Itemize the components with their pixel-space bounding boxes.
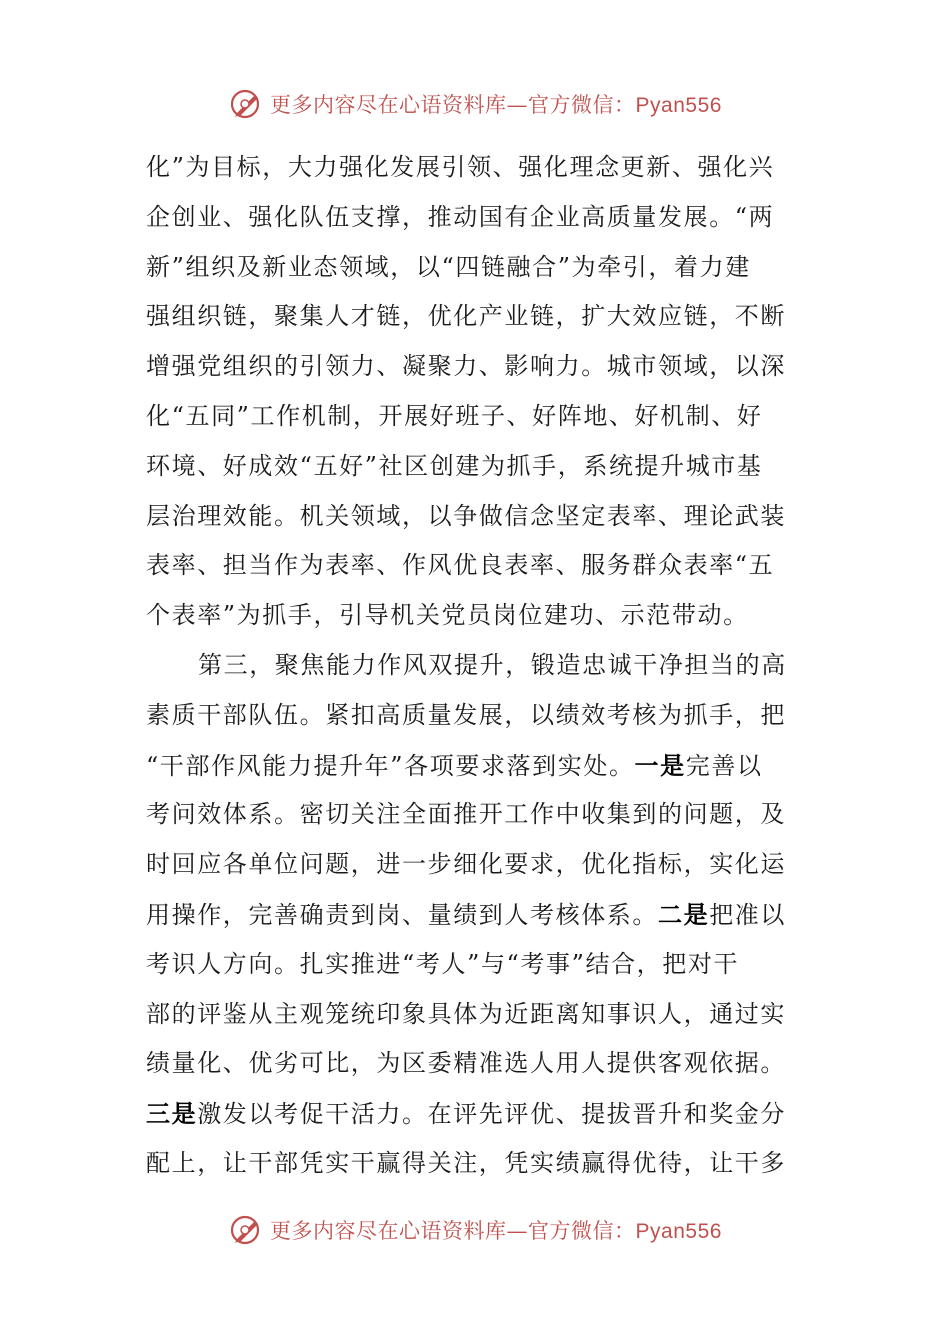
line-text: 考问效体系。密切关注全面推开工作中收集到的问题，及 [146, 800, 786, 829]
text-line [146, 940, 786, 990]
line-text: 素质干部队伍。紧扣高质量发展，以绩效考核为抓手，把 [146, 700, 786, 729]
line-text: 绩量化、优劣可比，为区委精准选人用人提供客观依据。 [146, 1049, 786, 1078]
emphasis-text: 三是 [146, 1099, 198, 1129]
line-text: 表率、担当作为表率、作风优良表率、服务群众表率“五 [146, 551, 775, 580]
footer-dash: — [506, 1219, 529, 1243]
text-line [146, 641, 786, 691]
text-line [146, 392, 786, 442]
header-brand: 更多内容尽在心语资料库 [270, 93, 507, 117]
text-line [146, 143, 786, 193]
line-text: 环境、好成效“五好”社区创建为抓手，系统提升城市基 [146, 451, 763, 480]
text-line [146, 741, 786, 791]
text-line [146, 790, 786, 840]
line-text: 把准以 [709, 900, 787, 929]
footer-banner [0, 1210, 950, 1250]
line-text: 层治理效能。机关领域，以争做信念坚定表率、理论武装 [146, 501, 786, 530]
text-line [146, 342, 786, 392]
line-text: 第三，聚焦能力作风双提升，锻造忠诚干净担当的高 [198, 650, 787, 679]
line-text: 强组织链，聚集人才链，优化产业链，扩大效应链，不断 [146, 302, 786, 331]
text-line [146, 193, 786, 243]
footer-contact-label: 官方微信： [528, 1219, 636, 1243]
emphasis-text: 一是 [634, 750, 686, 780]
text-line [146, 541, 786, 591]
line-text: 新”组织及新业态领域，以“四链融合”为牵引，着力建 [146, 252, 751, 281]
line-text: “干部作风能力提升年”各项要求落到实处。 [146, 751, 635, 780]
line-text: 增强党组织的引领力、凝聚力、影响力。城市领域，以深 [146, 352, 786, 381]
footer-text [270, 1215, 722, 1245]
text-line [146, 1089, 786, 1139]
line-text: 化“五同”工作机制，开展好班子、好阵地、好机制、好 [146, 401, 763, 430]
text-line [146, 591, 786, 641]
text-line [146, 442, 786, 492]
text-line [146, 990, 786, 1040]
text-line [146, 691, 786, 741]
text-line [146, 292, 786, 342]
header-contact-label: 官方微信： [528, 93, 636, 117]
emphasis-text: 二是 [658, 899, 710, 929]
line-text: 配上，让干部凭实干赢得关注，凭实绩赢得优待，让干多 [146, 1148, 786, 1177]
pen-logo-icon [228, 86, 264, 122]
header-contact-id: Pyan556 [635, 94, 722, 117]
text-line [146, 243, 786, 293]
text-line [146, 840, 786, 890]
line-text: 用操作，完善确责到岗、量绩到人考核体系。 [146, 900, 658, 929]
header-dash: — [506, 93, 529, 117]
line-text: 部的评鉴从主观笼统印象具体为近距离知事识人，通过实 [146, 999, 786, 1028]
pen-logo-icon [228, 1212, 264, 1248]
line-text: 时回应各单位问题，进一步细化要求，优化指标，实化运 [146, 850, 786, 879]
header-text [270, 89, 722, 119]
text-line [146, 1039, 786, 1089]
document-body [146, 143, 786, 1189]
line-text: 考识人方向。扎实推进“考人”与“考事”结合，把对干 [146, 949, 740, 978]
text-line [146, 1139, 786, 1189]
line-text: 化”为目标，大力强化发展引领、强化理念更新、强化兴 [146, 153, 775, 181]
line-text: 激发以考促干活力。在评先评优、提拔晋升和奖金分 [197, 1100, 787, 1129]
line-text: 完善以 [685, 751, 763, 780]
footer-contact-id: Pyan556 [635, 1220, 722, 1243]
text-line [146, 492, 786, 542]
line-text: 企创业、强化队伍支撑，推动国有企业高质量发展。“两 [146, 202, 775, 231]
text-line [146, 890, 786, 940]
footer-brand: 更多内容尽在心语资料库 [270, 1219, 507, 1243]
header-banner [0, 84, 950, 124]
line-text: 个表率”为抓手，引导机关党员岗位建功、示范带动。 [146, 601, 749, 630]
